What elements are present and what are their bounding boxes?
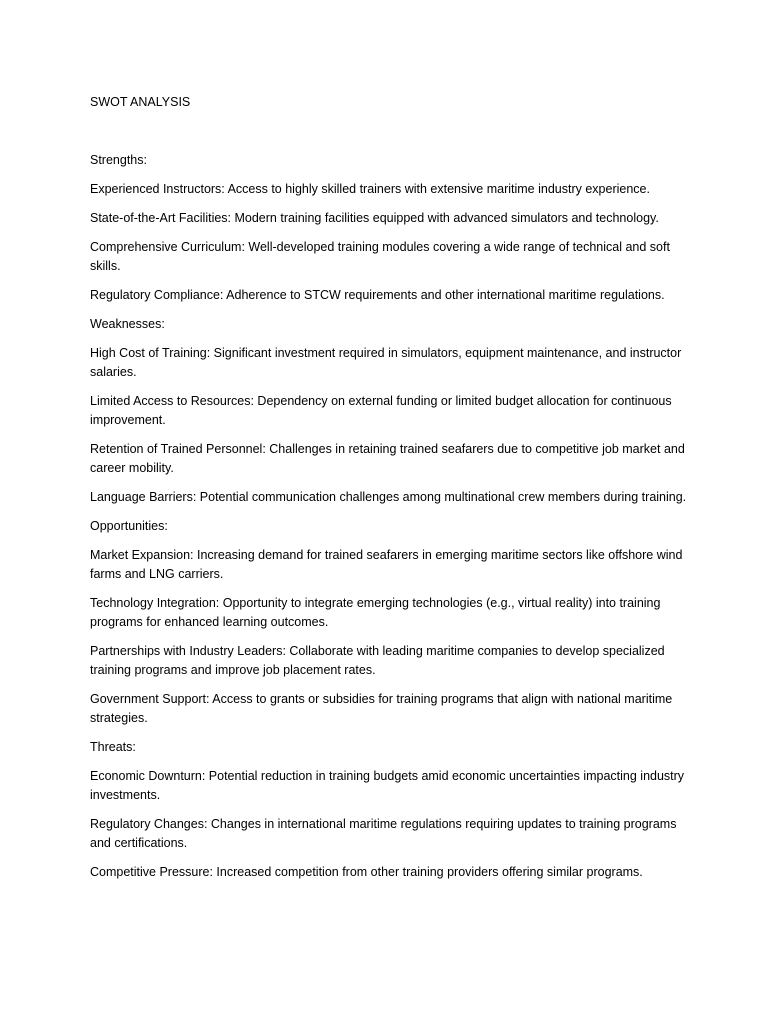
section-heading-strengths: Strengths: xyxy=(90,153,147,167)
weakness-item: Retention of Trained Personnel: Challenges in retaining trained seafarers due to competitive job market and career mobility. xyxy=(90,442,685,475)
weakness-item: Language Barriers: Potential communication challenges among multinational crew members during training. xyxy=(90,490,687,504)
threat-item: Regulatory Changes: Changes in international maritime regulations requiring updates to training programs and certifications. xyxy=(90,817,677,850)
document-title: SWOT ANALYSIS xyxy=(90,95,191,109)
opportunity-item: Partnerships with Industry Leaders: Collaborate with leading maritime companies to develop specialized training programs and improve job placement rates. xyxy=(90,644,665,677)
strength-item: Regulatory Compliance: Adherence to STCW requirements and other international maritime regulations. xyxy=(90,288,665,302)
section-heading-weaknesses: Weaknesses: xyxy=(90,317,165,331)
threat-item: Competitive Pressure: Increased competition from other training providers offering similar programs. xyxy=(90,865,643,879)
strength-item: Comprehensive Curriculum: Well-developed training modules covering a wide range of technical and soft skills. xyxy=(90,240,670,273)
section-heading-threats: Threats: xyxy=(90,740,136,754)
weakness-item: High Cost of Training: Significant investment required in simulators, equipment maintenance, and instructor salaries. xyxy=(90,346,682,379)
weakness-item: Limited Access to Resources: Dependency on external funding or limited budget allocation for continuous improvement. xyxy=(90,394,672,427)
opportunity-item: Technology Integration: Opportunity to integrate emerging technologies (e.g., virtual reality) into training programs for enhanced learning outcomes. xyxy=(90,596,661,629)
strength-item: State-of-the-Art Facilities: Modern training facilities equipped with advanced simulators and technology. xyxy=(90,211,659,225)
threat-item: Economic Downturn: Potential reduction in training budgets amid economic uncertainties impacting industry investments. xyxy=(90,769,685,802)
document-page xyxy=(90,93,690,892)
opportunity-item: Government Support: Access to grants or subsidies for training programs that align with national maritime strategies. xyxy=(90,692,673,725)
opportunity-item: Market Expansion: Increasing demand for trained seafarers in emerging maritime sectors like offshore wind farms and LNG carriers. xyxy=(90,548,683,581)
section-heading-opportunities: Opportunities: xyxy=(90,519,168,533)
strength-item: Experienced Instructors: Access to highly skilled trainers with extensive maritime industry experience. xyxy=(90,182,650,196)
